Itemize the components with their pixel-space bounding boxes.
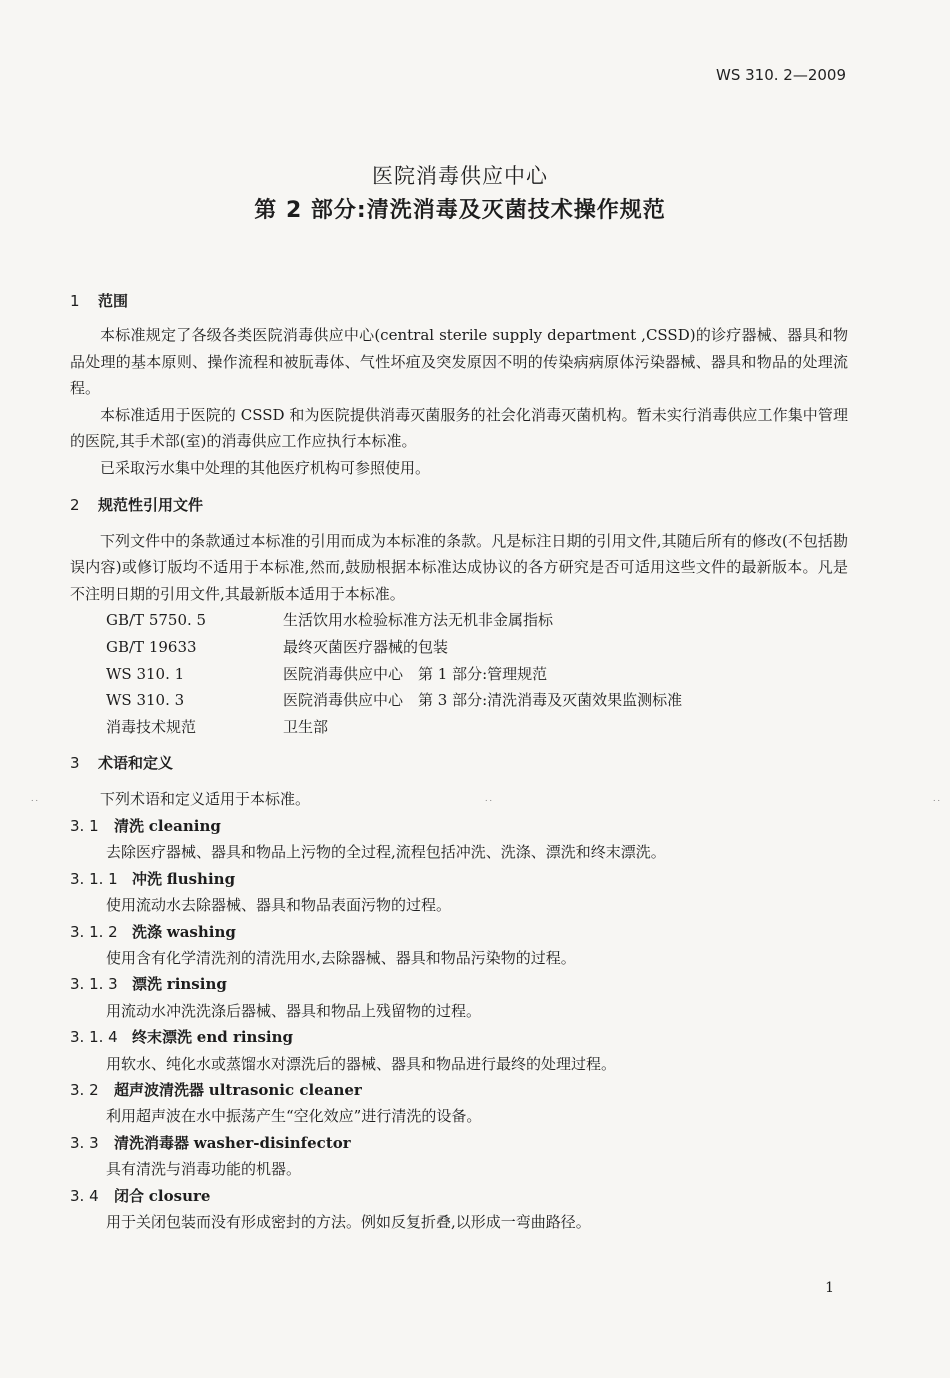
- term-number: 3. 3: [70, 1133, 99, 1152]
- paragraph: 本标准适用于医院的 CSSD 和为医院提供消毒灭菌服务的社会化消毒灭菌机构。暂未实行消毒供应工作集中管理的医院,其手术部(室)的消毒供应工作应执行本标准。: [70, 405, 848, 451]
- term-definition: 用流动水冲洗洗涤后器械、器具和物品上残留物的过程。: [106, 1001, 482, 1020]
- term-heading: [70, 1077, 848, 1103]
- page-number: 1: [825, 1280, 834, 1296]
- reference-row: [106, 661, 682, 688]
- section-heading-1: [70, 288, 848, 314]
- term-heading: [70, 813, 848, 839]
- scan-mark: ˙˙: [30, 800, 39, 810]
- term-heading: [70, 866, 848, 892]
- term-english: washing: [166, 922, 236, 941]
- reference-title: 卫生部: [283, 717, 329, 736]
- reference-code: WS 310. 1: [106, 664, 185, 683]
- term-number: 3. 1: [70, 816, 99, 835]
- paragraph: 下列术语和定义适用于本标准。: [100, 790, 311, 809]
- term-number: 3. 2: [70, 1080, 99, 1099]
- term-definition: 去除医疗器械、器具和物品上污物的全过程,流程包括冲洗、洗涤、漂洗和终末漂洗。: [106, 843, 666, 862]
- reference-list: [106, 607, 682, 740]
- term-chinese: 清洗: [114, 816, 145, 835]
- term-chinese: 清洗消毒器: [114, 1133, 190, 1152]
- term-number: 3. 4: [70, 1186, 99, 1205]
- reference-title: 最终灭菌医疗器械的包装: [283, 637, 449, 656]
- paragraph: 下列文件中的条款通过本标准的引用而成为本标准的条款。凡是标注日期的引用文件,其随后所有的修改(不包括勘误内容)或修订版均不适用于本标准,然而,鼓励根据本标准达成协议的各方研究是否可适用这些文件的最新版本。凡是不注明日期的引用文件,其最新版本适用于本标准。: [70, 531, 848, 603]
- term-number: 3. 1. 2: [70, 922, 118, 941]
- term-chinese: 洗涤: [132, 922, 163, 941]
- section-title: 范围: [98, 292, 129, 310]
- reference-code: 消毒技术规范: [106, 717, 197, 736]
- term-chinese: 闭合: [114, 1186, 145, 1205]
- term-english: ultrasonic cleaner: [208, 1080, 362, 1099]
- term-definition: 具有清洗与消毒功能的机器。: [106, 1160, 302, 1179]
- section-number: 3: [70, 754, 80, 773]
- section-number: 1: [70, 292, 80, 310]
- term-definition: 利用超声波在水中振荡产生“空化效应”进行清洗的设备。: [106, 1107, 482, 1126]
- section-heading-2: [70, 492, 848, 518]
- reference-row: [106, 714, 682, 741]
- scan-mark: ˙˙: [484, 800, 493, 810]
- scan-mark: ˙˙: [932, 800, 941, 810]
- term-chinese: 漂洗: [132, 975, 163, 994]
- term-english: washer-disinfector: [193, 1133, 351, 1152]
- section-title: 规范性引用文件: [98, 495, 204, 514]
- reference-title: 生活饮用水检验标准方法无机非金属指标: [283, 611, 554, 630]
- term-chinese: 冲洗: [132, 869, 163, 888]
- paragraph: 已采取污水集中处理的其他医疗机构可参照使用。: [100, 458, 431, 477]
- section-heading-3: [70, 750, 848, 776]
- title-line-2: 第 2 部分:清洗消毒及灭菌技术操作规范: [254, 198, 666, 223]
- term-heading: [70, 1024, 848, 1050]
- term-number: 3. 1. 4: [70, 1028, 118, 1047]
- term-definition: 用于关闭包装而没有形成密封的方法。例如反复折叠,以形成一弯曲路径。: [106, 1213, 591, 1231]
- term-english: closure: [148, 1186, 211, 1205]
- document-title: [0, 160, 920, 230]
- title-line-1: 医院消毒供应中心: [372, 164, 548, 188]
- term-definition: 使用流动水去除器械、器具和物品表面污物的过程。: [106, 896, 452, 915]
- term-definition: 用软水、纯化水或蒸馏水对漂洗后的器械、器具和物品进行最终的处理过程。: [106, 1054, 617, 1073]
- reference-title: 医院消毒供应中心 第 1 部分:管理规范: [283, 664, 548, 683]
- reference-row: [106, 687, 682, 714]
- term-heading: [70, 1183, 848, 1209]
- paragraph: 本标准规定了各级各类医院消毒供应中心(central sterile supply department ,CSSD)的诊疗器械、器具和物品处理的基本原则、操作流程和被朊毒体、气性坏疽及突发原因不明的传染病病原体污染器械、器具和物品的处理流程。: [70, 326, 848, 398]
- reference-row: [106, 607, 682, 634]
- term-english: rinsing: [166, 975, 227, 994]
- term-heading: [70, 971, 848, 997]
- reference-code: WS 310. 3: [106, 691, 185, 710]
- term-chinese: 终末漂洗: [132, 1028, 193, 1047]
- term-number: 3. 1. 3: [70, 975, 118, 994]
- term-heading: [70, 919, 848, 945]
- reference-code: GB/T 5750. 5: [106, 611, 207, 630]
- section-title: 术语和定义: [98, 754, 174, 773]
- term-number: 3. 1. 1: [70, 869, 118, 888]
- term-definition: 使用含有化学清洗剂的清洗用水,去除器械、器具和物品污染物的过程。: [106, 948, 576, 967]
- section-number: 2: [70, 495, 80, 514]
- reference-code: GB/T 19633: [106, 637, 197, 656]
- document-body: [70, 288, 848, 1235]
- term-heading: [70, 1130, 848, 1156]
- reference-row: [106, 634, 682, 661]
- standard-code: WS 310. 2—2009: [715, 66, 846, 84]
- reference-title: 医院消毒供应中心 第 3 部分:清洗消毒及灭菌效果监测标准: [283, 691, 683, 710]
- term-english: cleaning: [148, 816, 221, 835]
- term-chinese: 超声波清洗器: [114, 1080, 205, 1099]
- term-english: end rinsing: [196, 1028, 294, 1047]
- term-english: flushing: [166, 869, 236, 888]
